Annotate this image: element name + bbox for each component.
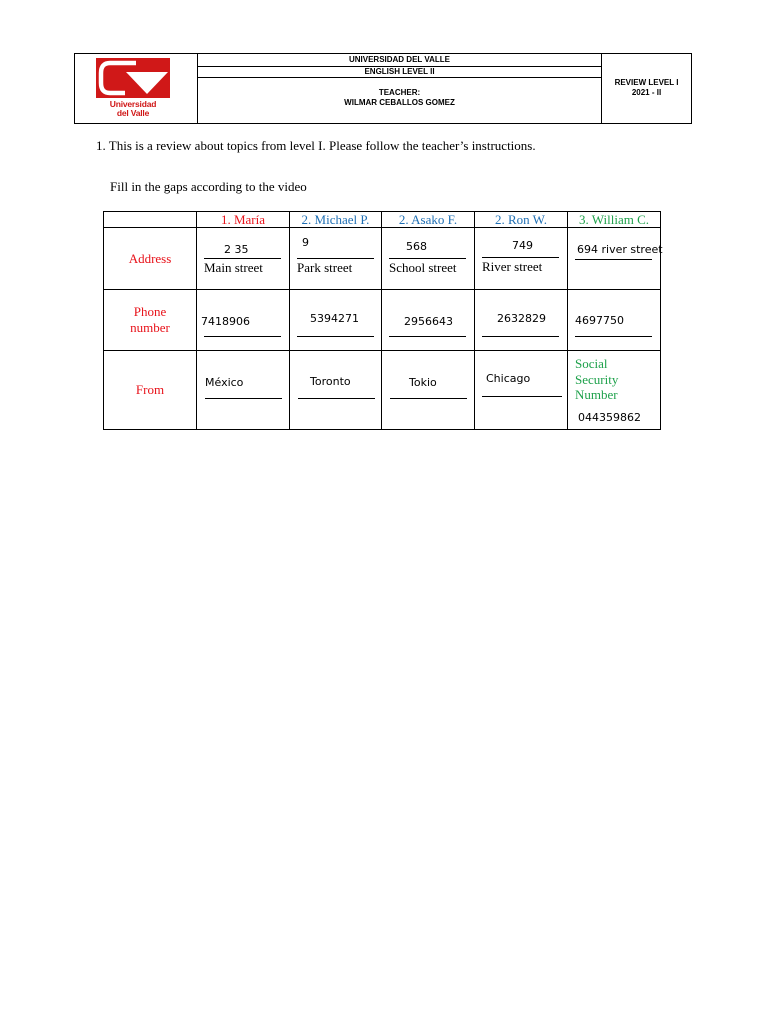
answer-line [389, 336, 466, 337]
logo-emblem-icon [96, 58, 170, 98]
street-name: School street [389, 260, 457, 275]
course-name: ENGLISH LEVEL II [198, 67, 601, 78]
from-cell [475, 351, 568, 430]
from-row [104, 351, 661, 430]
address-row [104, 228, 661, 290]
logo-cell [75, 54, 198, 123]
answer-line [575, 259, 652, 260]
instructions-text: 1. This is a review about topics from level I. Please follow the teacher’s instructions. [96, 138, 536, 153]
address-cell [568, 228, 661, 290]
document-header [74, 53, 692, 124]
address-label: Address [104, 228, 197, 290]
street-name: Park street [297, 260, 353, 275]
answer-line [204, 258, 281, 259]
address-cell [197, 228, 290, 290]
answer-line [575, 336, 652, 337]
column-header: 1. María [197, 212, 290, 228]
teacher-name: WILMAR CEBALLOS GOMEZ [344, 98, 455, 107]
answer-line [297, 258, 374, 259]
university-name: UNIVERSIDAD DEL VALLE [198, 54, 601, 67]
address-number: 694 river street [577, 243, 663, 256]
answer-line [298, 398, 375, 399]
ssn-label-line: Social [575, 356, 608, 371]
university-logo [96, 58, 170, 120]
answer-line [482, 396, 562, 397]
column-header: 2. Asako F. [382, 212, 475, 228]
from-cell [290, 351, 382, 430]
phone-cell [475, 290, 568, 351]
phone-cell [290, 290, 382, 351]
answer-line [389, 258, 466, 259]
address-number: 568 [406, 240, 427, 253]
ssn-value: 044359862 [578, 411, 641, 424]
address-number: 2 35 [224, 243, 249, 256]
phone-cell [568, 290, 661, 351]
course-info-cell [198, 54, 602, 123]
corner-cell [104, 212, 197, 228]
from-label: From [104, 351, 197, 430]
ssn-label-line: Number [575, 387, 618, 402]
phone-number: 2956643 [404, 315, 453, 328]
ssn-cell [568, 351, 661, 430]
phone-number: 4697750 [575, 314, 624, 327]
answer-line [390, 398, 467, 399]
answer-line [297, 336, 374, 337]
address-number: 749 [512, 239, 533, 252]
review-info-cell [602, 54, 691, 123]
phone-cell [197, 290, 290, 351]
answer-line [482, 257, 559, 258]
address-cell [382, 228, 475, 290]
phone-number: 2632829 [497, 312, 546, 325]
column-header: 2. Michael P. [290, 212, 382, 228]
address-number: 9 [302, 236, 309, 249]
from-value: Chicago [486, 372, 531, 385]
review-title: REVIEW LEVEL I [614, 78, 679, 87]
review-table [103, 211, 661, 430]
address-cell [290, 228, 382, 290]
phone-label-line: Phone [133, 304, 167, 319]
from-value: Toronto [310, 375, 351, 388]
address-cell [475, 228, 568, 290]
logo-text-line-1: Universidad [109, 99, 157, 109]
from-value: Tokio [409, 376, 437, 389]
answer-line [205, 398, 282, 399]
from-value: México [205, 376, 244, 389]
street-name: River street [482, 259, 543, 274]
header-row [104, 212, 661, 228]
answer-line [482, 336, 559, 337]
phone-label-line: number [130, 320, 170, 335]
from-cell [382, 351, 475, 430]
from-cell [197, 351, 290, 430]
ssn-label-line: Security [575, 371, 619, 387]
phone-number: 5394271 [310, 312, 359, 325]
review-period: 2021 - II [631, 88, 662, 97]
answer-line [204, 336, 281, 337]
phone-cell [382, 290, 475, 351]
fill-instruction: Fill in the gaps according to the video [110, 179, 307, 194]
teacher-label: TEACHER: [378, 88, 421, 97]
street-name: Main street [204, 260, 263, 275]
logo-text-line-2: del Valle [116, 108, 150, 118]
phone-row [104, 290, 661, 351]
column-header: 3. William C. [568, 212, 661, 228]
phone-number: 7418906 [201, 315, 250, 328]
column-header: 2. Ron W. [475, 212, 568, 228]
